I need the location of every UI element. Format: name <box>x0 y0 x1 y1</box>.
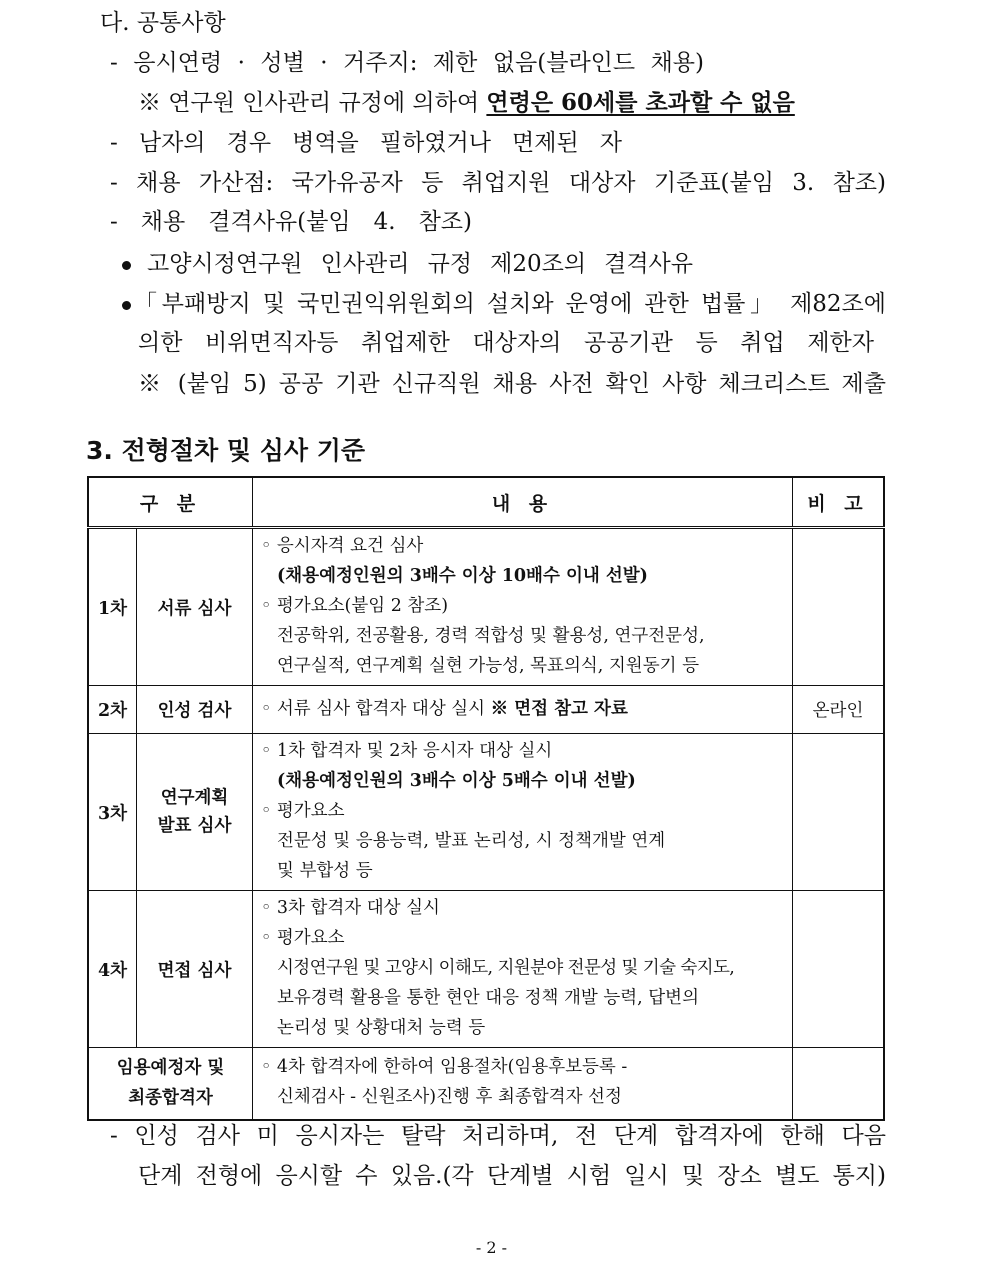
stage-content <box>253 734 793 891</box>
common-item-disqualification: - 채용 결격사유(붙임 4. 참조) <box>110 209 472 235</box>
stage-note <box>793 1048 885 1120</box>
stage-name <box>137 734 253 891</box>
stage-name <box>88 1048 253 1120</box>
bullet-item-regulation: 고양시정연구원 인사관리 규정 제20조의 결격사유 <box>147 251 693 277</box>
content-line: 보유경력 활용을 통한 현안 대응 정책 개발 능력, 답변의 <box>277 988 699 1008</box>
table-row <box>88 528 884 686</box>
stage-content <box>253 686 793 734</box>
age-note-emphasis: 연령은 60세를 초과할 수 없음 <box>486 89 795 116</box>
stage-number: 3차 <box>88 734 137 891</box>
common-item-military: - 남자의 경우 병역을 필하였거나 면제된 자 <box>110 130 622 156</box>
content-line: ◦ 평가요소(붙임 2 참조) <box>261 596 449 616</box>
stage-note: 온라인 <box>793 686 885 734</box>
stage-note <box>793 528 885 686</box>
table-header-row <box>88 477 884 528</box>
stage-name-line: 임용예정자 및 <box>116 1058 225 1079</box>
bullet-icon <box>122 261 131 270</box>
checklist-note: ※ (붙임 5) 공공 기관 신규직원 채용 사전 확인 사항 체크리스트 제출 <box>138 371 886 397</box>
stage-name-line: 연구계획 <box>160 788 229 808</box>
bullet-item-law: 「부패방지 및 국민권익위원회의 설치와 운영에 관한 법률」 제82조에 <box>134 291 886 317</box>
common-heading: 다. 공통사항 <box>100 10 226 36</box>
common-item-eligibility: - 응시연령 · 성별 · 거주지: 제한 없음(블라인드 채용) <box>110 50 704 76</box>
table-row <box>88 1048 884 1120</box>
stage-content <box>253 891 793 1048</box>
stage-content <box>253 1048 793 1120</box>
stage-number: 2차 <box>88 686 137 734</box>
content-line: 전문성 및 응용능력, 발표 논리성, 시 정책개발 연계 <box>277 831 666 851</box>
header-content: 내 용 <box>253 477 793 528</box>
age-note-text: ※ 연구원 인사관리 규정에 의하여 <box>138 90 487 116</box>
table-row <box>88 734 884 891</box>
selection-procedure-table <box>87 476 885 1121</box>
stage-number: 4차 <box>88 891 137 1048</box>
content-line: (채용예정인원의 3배수 이상 10배수 이내 선발) <box>277 566 648 586</box>
stage-note <box>793 891 885 1048</box>
content-line: ◦ 1차 합격자 및 2차 응시자 대상 실시 <box>261 741 553 761</box>
header-note: 비 고 <box>793 477 885 528</box>
stage-name: 면접 심사 <box>137 891 253 1048</box>
header-category: 구 분 <box>88 477 253 528</box>
after-note-line: - 인성 검사 미 응시자는 탈락 처리하며, 전 단계 합격자에 한해 다음 <box>110 1123 886 1149</box>
content-line: (채용예정인원의 3배수 이상 5배수 이내 선발) <box>277 771 636 791</box>
content-line: ◦ 평가요소 <box>261 801 345 821</box>
stage-note <box>793 734 885 891</box>
stage-number: 1차 <box>88 528 137 686</box>
stage-name: 서류 심사 <box>137 528 253 686</box>
content-line: 및 부합성 등 <box>277 861 373 881</box>
stage-name-line: 최종합격자 <box>128 1088 213 1109</box>
bullet-icon <box>122 301 131 310</box>
content-line: ◦ 4차 합격자에 한하여 임용절차(임용후보등록 - <box>261 1057 628 1078</box>
content-line: 전공학위, 전공활용, 경력 적합성 및 활용성, 연구전문성, <box>277 626 705 646</box>
content-line: 신체검사 - 신원조사)진행 후 최종합격자 선정 <box>277 1087 622 1108</box>
content-line <box>261 694 786 724</box>
stage-name-line: 발표 심사 <box>157 816 232 836</box>
content-line: ◦ 3차 합격자 대상 실시 <box>261 898 440 918</box>
age-limit-note <box>138 88 795 118</box>
content-line: ◦ 평가요소 <box>261 928 345 948</box>
bullet-item-law-cont: 의한 비위면직자등 취업제한 대상자의 공공기관 등 취업 제한자 <box>138 330 874 356</box>
table-row <box>88 686 884 734</box>
after-note-line: 단계 전형에 응시할 수 있음.(각 단계별 시험 일시 및 장소 별도 통지) <box>138 1163 886 1189</box>
content-line: ◦ 응시자격 요건 심사 <box>261 536 424 556</box>
page-number: - 2 - <box>475 1238 508 1257</box>
common-item-bonus: - 채용 가산점: 국가유공자 등 취업지원 대상자 기준표(붙임 3. 참조) <box>110 170 886 196</box>
content-line: 연구실적, 연구계획 실현 가능성, 목표의식, 지원동기 등 <box>277 656 699 676</box>
stage-name: 인성 검사 <box>137 686 253 734</box>
content-line: 논리성 및 상황대처 능력 등 <box>277 1018 486 1038</box>
content-emphasis: ※ 면접 참고 자료 <box>490 698 628 719</box>
stage-content <box>253 528 793 686</box>
content-line: 시정연구원 및 고양시 이해도, 지원분야 전문성 및 기술 숙지도, <box>277 958 735 978</box>
content-text: ◦ 서류 심사 합격자 대상 실시 <box>261 698 491 719</box>
table-row <box>88 891 884 1048</box>
section-title: 3. 전형절차 및 심사 기준 <box>86 436 366 465</box>
